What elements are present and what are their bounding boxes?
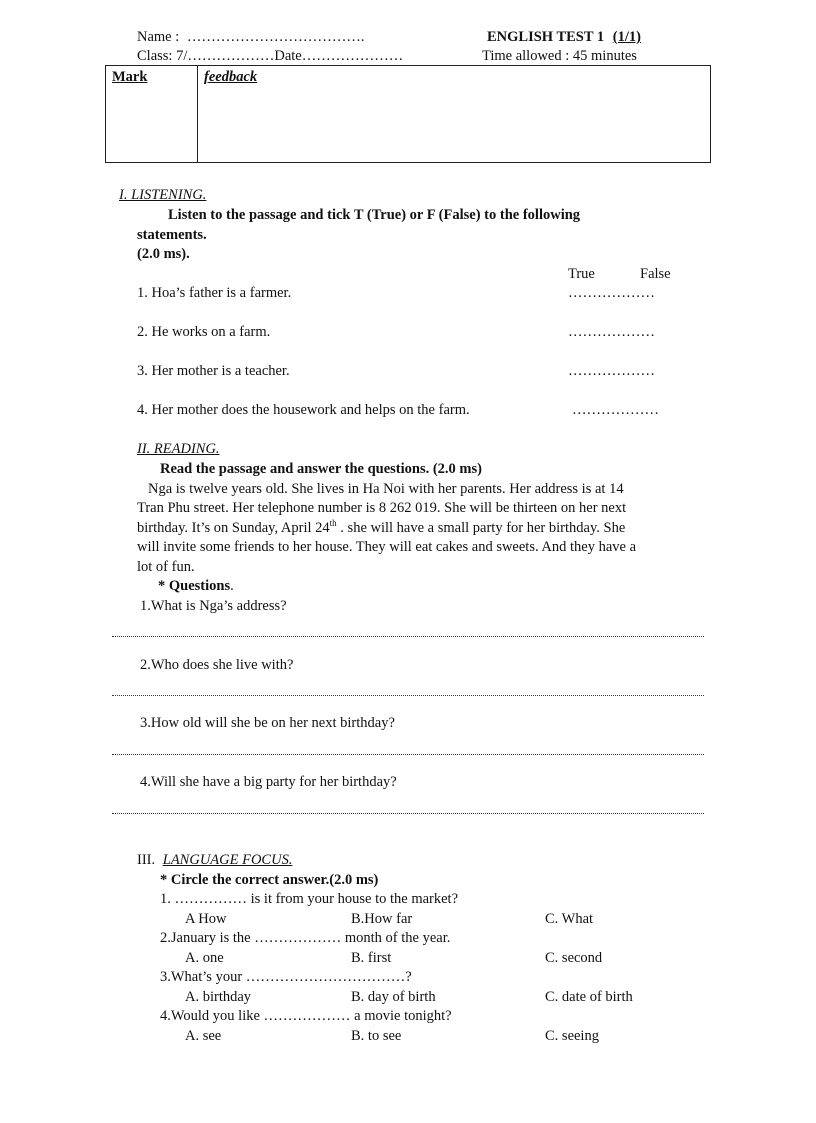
mc-1-option-a[interactable]: A How [185,911,227,927]
mc-2-option-c[interactable]: C. second [545,950,603,966]
mc-stem-2: 2.January is the ……………… month of the year. [160,930,451,946]
name-field[interactable] [137,28,365,46]
mc-3-option-a[interactable]: A. birthday [185,989,252,1005]
listening-heading: I. LISTENING. [119,187,207,203]
answer-line-2[interactable] [112,693,704,696]
listening-answer-2[interactable]: ……………… [568,324,655,340]
language-focus-instruction: * Circle the correct answer.(2.0 ms) [160,872,379,888]
mark-feedback-box[interactable] [105,65,711,163]
feedback-label: feedback [204,69,258,85]
listening-item-3: 3. Her mother is a teacher. [137,363,290,379]
mark-label: Mark [112,69,148,85]
passage-line-2: Tran Phu street. Her telephone number is 8 262 019. She will be thirteen on her next [137,500,627,516]
listening-answer-4[interactable]: ……………… [572,402,659,418]
reading-instruction: Read the passage and answer the questions. (2.0 ms) [160,461,482,477]
mc-2-option-a[interactable]: A. one [185,950,224,966]
mc-2-option-b[interactable]: B. first [351,950,392,966]
mc-1-option-b[interactable]: B.How far [351,911,413,927]
passage-line-4: will invite some friends to her house. They will eat cakes and sweets. And they have a [137,539,637,555]
mc-1-option-c[interactable]: C. What [545,911,594,927]
reading-question-4: 4.Will she have a big party for her birthday? [140,774,397,790]
answer-line-3[interactable] [112,752,704,755]
passage-line-3: birthday. It’s on Sunday, April 24th . she will have a small party for her birthday. She [137,518,626,536]
mc-stem-4: 4.Would you like ……………… a movie tonight? [160,1008,452,1024]
listening-instruction-2: statements. [137,227,207,243]
mc-4-option-b[interactable]: B. to see [351,1028,402,1044]
questions-label: * Questions. [158,578,234,594]
passage-line-5: lot of fun. [137,559,195,575]
mc-stem-1: 1. …………… is it from your house to the market? [160,891,459,907]
test-title: ENGLISH TEST 1 (1/1) [487,29,641,45]
passage-line-1: Nga is twelve years old. She lives in Ha Noi with her parents. Her address is at 14 [148,481,624,497]
answer-line-1[interactable] [112,634,704,637]
listening-instruction-1: Listen to the passage and tick T (True) or F (False) to the following [168,207,581,223]
listening-points: (2.0 ms). [137,246,190,262]
listening-answer-1[interactable]: ……………… [568,285,655,301]
true-column-header: True [568,266,595,282]
reading-question-1: 1.What is Nga’s address? [140,598,287,614]
reading-question-3: 3.How old will she be on her next birthday? [140,715,395,731]
mark-divider [197,66,198,162]
listening-item-1: 1. Hoa’s father is a farmer. [137,285,292,301]
false-column-header: False [640,266,671,282]
mc-4-option-a[interactable]: A. see [185,1028,222,1044]
mc-4-option-c[interactable]: C. seeing [545,1028,599,1044]
ordinal-suffix: th [329,518,337,529]
listening-answer-3[interactable]: ……………… [568,363,655,379]
mc-3-option-b[interactable]: B. day of birth [351,989,436,1005]
reading-heading: II. READING. [137,441,220,457]
listening-item-4: 4. Her mother does the housework and helps on the farm. [137,402,470,418]
language-focus-heading: III. LANGUAGE FOCUS. [137,852,293,868]
name-label: Name : [137,29,180,45]
listening-item-2: 2. He works on a farm. [137,324,271,340]
mc-3-option-c[interactable]: C. date of birth [545,989,633,1005]
class-date-line[interactable]: Class: 7/………………Date………………… [137,48,404,64]
name-dots: ………………………………. [186,29,365,45]
test-page: (1/1) [612,29,641,45]
mc-stem-3: 3.What’s your ……………………………? [160,969,412,985]
reading-question-2: 2.Who does she live with? [140,657,294,673]
answer-line-4[interactable] [112,811,704,814]
time-allowed: Time allowed : 45 minutes [482,48,637,64]
